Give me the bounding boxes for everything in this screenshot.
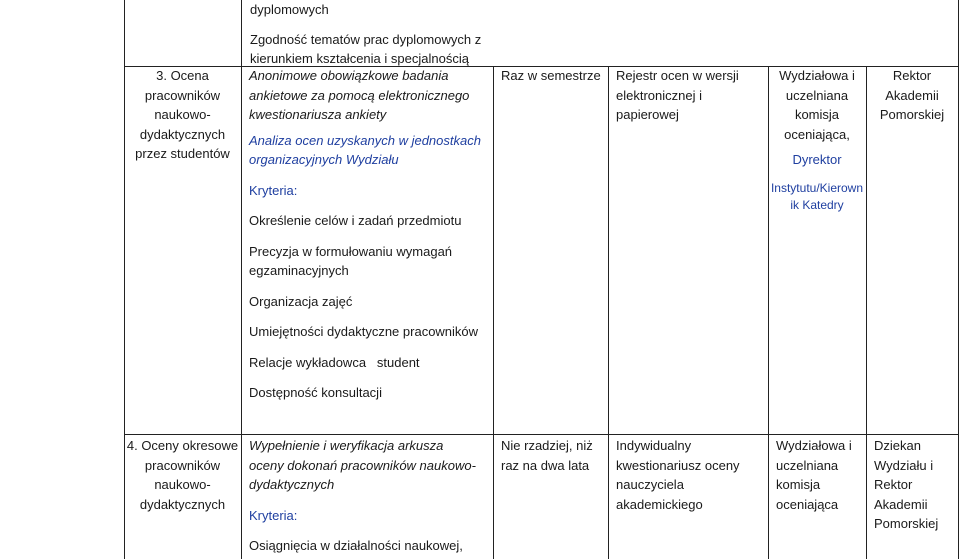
row4-responsible: Wydziałowa i uczelniana komisja oceniająca — [776, 438, 852, 512]
row-divider — [124, 434, 958, 435]
table-border — [241, 0, 242, 559]
row3-approver: Rektor Akademii Pomorskiej — [879, 68, 945, 122]
row3-responsible: Wydziałowa i uczelniana komisja oceniająca, — [779, 68, 855, 142]
row3-analysis: Analiza ocen uzyskanych w jednostkach organizacyjnych Wydziału — [249, 132, 481, 167]
row3-director-extra: Instytutu/Kierownik Katedry — [770, 180, 864, 212]
row3-area: 3. Ocena pracowników naukowo-dydaktycznych przez studentów — [135, 68, 230, 161]
row4-approver: Dziekan Wydziału i Rektor Akademii Pomorskiej — [874, 438, 939, 531]
row3-criterion: Określenie celów i zadań przedmiotu — [249, 213, 462, 228]
top-line-2: Zgodność tematów prac dyplomowych z kierunkiem kształcenia i specjalnością — [250, 31, 482, 66]
row3-director: Dyrektor — [792, 152, 842, 167]
row3-responsible-cell — [770, 66, 864, 214]
row3-criterion: Umiejętności dydaktyczne pracowników — [249, 324, 479, 339]
row4-method: Wypełnienie i weryfikacja arkusza oceny dokonań pracowników naukowo-dydaktycznych — [249, 438, 476, 492]
row3-criterion: Relacje wykładowca student — [249, 354, 420, 370]
row3-documentation: Rejestr ocen w wersji elektronicznej i papierowej — [616, 68, 739, 122]
row4-area: 4. Oceny okresowe pracowników naukowo-dydaktycznych — [126, 438, 239, 512]
table-border — [608, 66, 609, 559]
row4-criterion: Osiągnięcia w działalności naukowej, — [249, 538, 463, 553]
row3-method: Anonimowe obowiązkowe badania ankietowe za pomocą elektronicznego kwestionariusza ankiety — [249, 68, 470, 122]
row3-criterion: Dostępność konsultacji — [249, 385, 382, 400]
table-border-left — [124, 0, 125, 559]
top-cell — [250, 0, 485, 69]
row3-criterion: Organizacja zajęć — [249, 293, 353, 309]
row4-criteria-label: Kryteria: — [249, 507, 298, 523]
row4-method-cell — [249, 436, 481, 556]
top-line-1: dyplomowych — [250, 2, 329, 17]
table-border — [768, 66, 769, 559]
table-border-right — [958, 0, 959, 559]
table-border — [493, 66, 494, 559]
row4-frequency: Nie rzadziej, niż raz na dwa lata — [501, 438, 593, 473]
row4-documentation: Indywidualny kwestionariusz oceny nauczyciela akademickiego — [616, 438, 740, 512]
row3-frequency: Raz w semestrze — [501, 68, 601, 83]
table-border — [866, 66, 867, 559]
row3-criteria-label: Kryteria: — [249, 182, 298, 198]
row3-method-cell — [249, 66, 487, 403]
row3-criterion: Precyzja w formułowaniu wymagań egzaminacyjnych — [249, 243, 453, 278]
